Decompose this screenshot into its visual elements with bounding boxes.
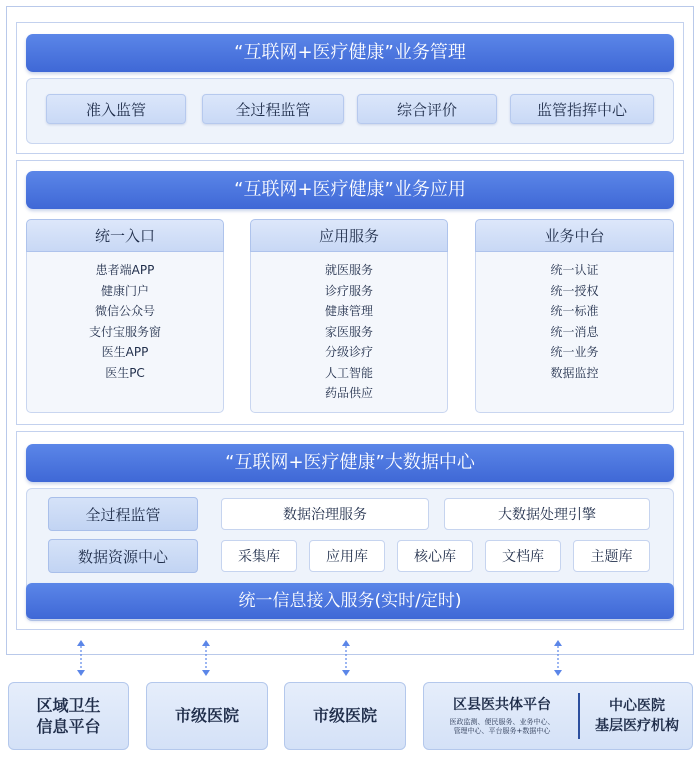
core-library-box: 核心库	[397, 540, 473, 572]
double-arrow-icon	[201, 638, 211, 678]
data-governance-box: 数据治理服务	[221, 498, 429, 530]
list-item: 医生PC	[105, 365, 145, 380]
list-item: 分级诊疗	[324, 345, 373, 359]
county-left	[428, 695, 576, 736]
county-platform-sub-2: 管理中心、平台服务+数据中心	[453, 727, 551, 735]
city-hospital-box-2	[284, 682, 406, 750]
management-title: “互联网+医疗健康”业务管理	[234, 42, 466, 63]
management-item-command-center: 监管指挥中心	[510, 94, 654, 124]
list-item: 统一标准	[550, 304, 599, 318]
bigdata-title: “互联网+医疗健康”大数据中心	[225, 452, 475, 473]
central-hospital-label: 中心医院	[609, 698, 665, 714]
city-hospital-label: 市级医院	[174, 706, 239, 725]
county-divider	[578, 693, 580, 739]
application-banner	[26, 171, 674, 209]
list-item: 就医服务	[324, 263, 373, 277]
management-banner	[26, 34, 674, 72]
list-item: 统一业务	[550, 345, 599, 359]
double-arrow-icon	[553, 638, 563, 678]
list-item: 统一授权	[550, 283, 599, 298]
data-resource-center-box: 数据资源中心	[48, 539, 198, 573]
primary-care-label: 基层医疗机构	[595, 718, 679, 734]
bigdata-banner	[26, 444, 674, 482]
management-item-evaluation: 综合评价	[357, 94, 497, 124]
list-item: 支付宝服务窗	[88, 324, 161, 339]
list-item: 数据监控	[550, 365, 599, 380]
double-arrow-icon	[76, 638, 86, 678]
entry-column-body	[26, 252, 224, 413]
list-item: 医生APP	[101, 345, 149, 359]
list-item: 家医服务	[324, 324, 373, 339]
list-item: 统一消息	[550, 324, 599, 339]
management-item-access: 准入监管	[46, 94, 186, 124]
list-item: 药品供应	[324, 386, 373, 400]
middle-platform-column-body	[475, 252, 674, 413]
service-column-header: 应用服务	[250, 219, 448, 252]
double-arrow-icon	[341, 638, 351, 678]
middle-platform-column-header: 业务中台	[475, 219, 674, 252]
city-hospital-box	[146, 682, 268, 750]
list-item: 人工智能	[324, 365, 373, 380]
city-hospital-label-2: 市级医院	[312, 706, 377, 725]
regional-line-1: 区域卫生	[36, 696, 101, 715]
list-item: 诊疗服务	[324, 283, 373, 298]
service-column-body	[250, 252, 448, 413]
access-service-banner	[26, 583, 674, 619]
list-item: 患者端APP	[95, 263, 155, 277]
county-alliance-box	[423, 682, 693, 750]
process-supervision-box: 全过程监管	[48, 497, 198, 531]
list-item: 微信公众号	[94, 304, 155, 318]
topic-library-box: 主题库	[573, 540, 650, 572]
application-title: “互联网+医疗健康”业务应用	[234, 179, 466, 200]
list-item: 健康门户	[100, 283, 149, 298]
entry-column-header: 统一入口	[26, 219, 224, 252]
regional-health-platform-box	[8, 682, 129, 750]
county-platform-title: 区县医共体平台	[453, 697, 551, 713]
county-platform-sub-1: 医政监测、便民服务、业务中心、	[449, 718, 555, 726]
document-library-box: 文档库	[485, 540, 561, 572]
regional-line-2: 信息平台	[36, 717, 101, 736]
collection-library-box: 采集库	[221, 540, 297, 572]
list-item: 健康管理	[324, 304, 373, 318]
list-item: 统一认证	[550, 263, 599, 277]
bigdata-engine-box: 大数据处理引擎	[444, 498, 650, 530]
county-right	[582, 696, 692, 736]
application-library-box: 应用库	[309, 540, 385, 572]
access-service-label: 统一信息接入服务(实时/定时)	[238, 591, 462, 611]
management-item-process: 全过程监管	[202, 94, 344, 124]
